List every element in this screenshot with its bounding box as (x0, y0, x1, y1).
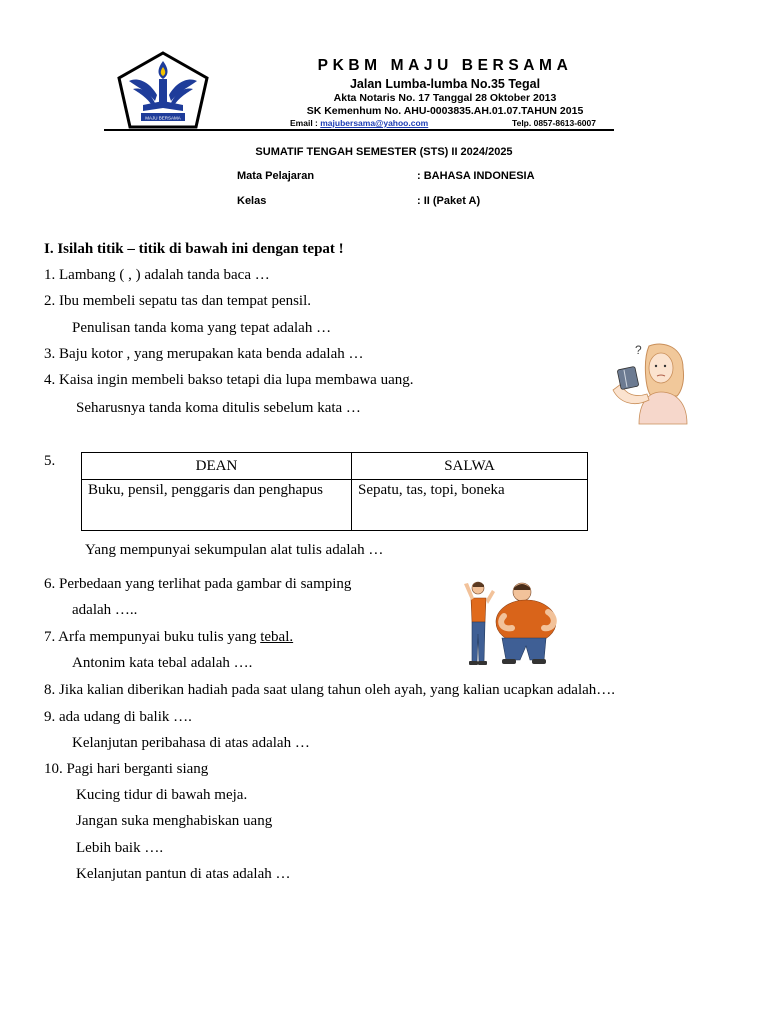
section-heading: I. Isilah titik – titik di bawah ini dengan tepat ! (44, 241, 344, 257)
question-6-line1: 6. Perbedaan yang terlihat pada gambar di samping (44, 576, 352, 592)
question-5-number: 5. (44, 453, 56, 469)
table-header-dean: DEAN (82, 453, 352, 480)
question-7-line1 (44, 628, 293, 646)
school-logo (117, 51, 209, 129)
question-2-line2: Penulisan tanda koma yang tepat adalah … (72, 320, 332, 336)
question-7-text: 7. Arfa mempunyai buku tulis yang (44, 629, 261, 645)
org-name: PKBM MAJU BERSAMA (317, 57, 573, 74)
question-1: 1. Lambang ( , ) adalah tanda baca … (44, 267, 270, 283)
logo-ribbon-text: MAJU BERSAMA (145, 115, 181, 121)
question-9-line1: 9. ada udang di balik …. (44, 709, 192, 725)
email-link[interactable]: majubersama@yahoo.com (320, 118, 429, 128)
question-8: 8. Jika kalian diberikan hadiah pada saat ulang tahun oleh ayah, yang kalian ucapkan adalah…. (44, 682, 616, 698)
question-7-line2: Antonim kata tebal adalah …. (72, 655, 253, 671)
phone: Telp. 0857-8613-6007 (512, 118, 596, 128)
question-10-line3: Jangan suka menghabiskan uang (76, 813, 273, 829)
letterhead-text (280, 56, 610, 129)
class-label: Kelas (237, 195, 267, 207)
email-label: Email : (290, 118, 318, 128)
exam-title: SUMATIF TENGAH SEMESTER (STS) II 2024/2025 (255, 146, 513, 158)
question-4-line2: Seharusnya tanda koma ditulis sebelum kata … (76, 400, 361, 416)
question-5-table (81, 452, 588, 531)
contact-line (280, 118, 610, 129)
class-value: : II (Paket A) (417, 195, 481, 207)
question-4-line1: 4. Kaisa ingin membeli bakso tetapi dia lupa membawa uang. (44, 372, 414, 388)
table-cell-dean: Buku, pensil, penggaris dan penghapus (82, 480, 352, 531)
table-cell-salwa: Sepatu, tas, topi, boneka (352, 480, 588, 531)
notary-line: Akta Notaris No. 17 Tanggal 28 Oktober 2013 (333, 92, 557, 104)
question-6-line2: adalah ….. (72, 602, 138, 618)
org-address: Jalan Lumba-lumba No.35 Tegal (349, 77, 541, 91)
letterhead-divider (104, 129, 614, 131)
table-header-salwa: SALWA (352, 453, 588, 480)
question-mark: ? (635, 343, 642, 357)
question-10-line5: Kelanjutan pantun di atas adalah … (76, 866, 291, 882)
subject-label: Mata Pelajaran (237, 170, 315, 182)
confused-girl-icon (605, 338, 691, 426)
question-10-line4: Lebih baik …. (76, 840, 164, 856)
subject-value: : BAHASA INDONESIA (417, 170, 535, 182)
question-10-line2: Kucing tidur di bawah meja. (76, 787, 248, 803)
email-group (290, 118, 428, 129)
question-7-underlined-word: tebal. (260, 629, 294, 645)
question-5-text: Yang mempunyai sekumpulan alat tulis adalah … (85, 542, 384, 558)
question-9-line2: Kelanjutan peribahasa di atas adalah … (72, 735, 310, 751)
question-3: 3. Baju kotor , yang merupakan kata benda adalah … (44, 346, 364, 362)
decree-line: SK Kemenhum No. AHU-0003835.AH.01.07.TAHUN 2015 (306, 105, 584, 117)
question-2-line1: 2. Ibu membeli sepatu tas dan tempat pensil. (44, 293, 312, 309)
question-10-line1: 10. Pagi hari berganti siang (44, 761, 209, 777)
thin-and-fat-men-icon (460, 578, 560, 666)
